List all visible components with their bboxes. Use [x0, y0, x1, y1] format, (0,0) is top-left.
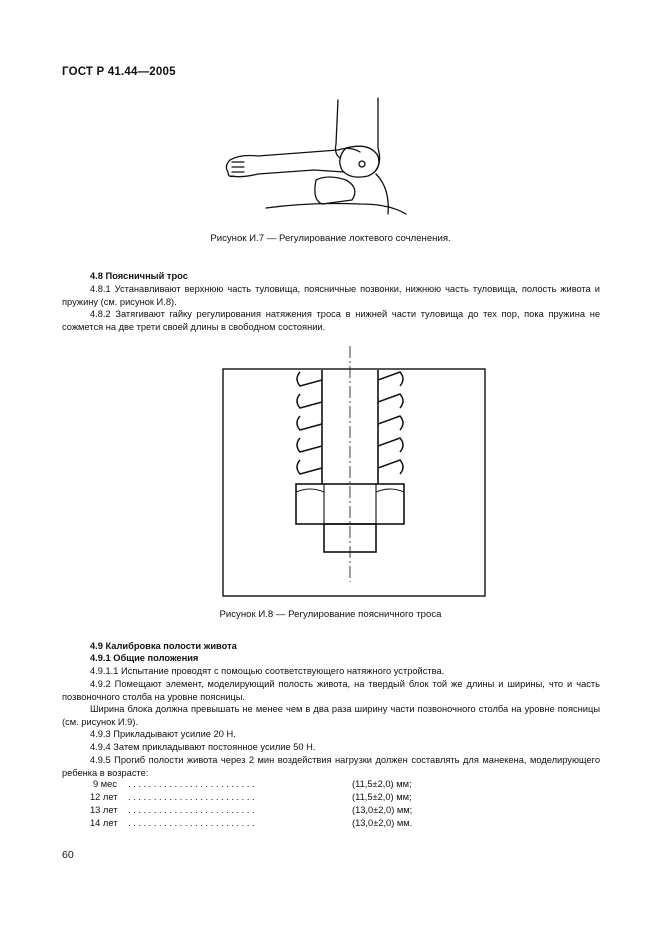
- section49-paragraph-6: 4.9.5 Прогиб полости живота через 2 мин воздействия нагрузки должен составлять для манекена, моделирующего ребенка в возрасте:: [62, 755, 600, 778]
- section491-heading: 4.9.1 Общие положения: [90, 653, 199, 663]
- section48-paragraph-2: 4.8.2 Затягивают гайку регулирования натяжения троса в нижней части туловища до тех пор, пока пружина не сожмется на две трети своей длины в свободном состоянии.: [62, 309, 600, 332]
- section49-paragraph-4: 4.9.3 Прикладывают усилие 20 Н.: [90, 729, 236, 739]
- lumbar-cable-figure: [222, 346, 486, 598]
- section49-paragraph-2: 4.9.2 Помещают элемент, моделирующий полость живота, на твердый блок той же длины и ширины, что и часть позвоночного столба на уровне поясницы.: [62, 679, 600, 702]
- age-value: (11,5±2,0) мм;: [352, 779, 412, 789]
- age-label: 13 лет: [90, 805, 118, 815]
- seat-block: [315, 177, 355, 204]
- figure8-caption: Рисунок И.8 — Регулирование поясничного троса: [219, 609, 442, 620]
- page-number: 60: [62, 849, 74, 861]
- elbow-pivot: [359, 161, 365, 167]
- age-label: 12 лет: [90, 792, 118, 802]
- leader-dots: . . . . . . . . . . . . . . . . . . . . . . . . .: [128, 792, 255, 802]
- body-outline: [376, 174, 388, 214]
- housing-frame: [223, 369, 485, 596]
- forearm-bottom: [230, 170, 344, 177]
- age-value: (13,0±2,0) мм.: [352, 818, 413, 828]
- section49-paragraph-3: Ширина блока должна превышать не менее чем в два раза ширину части позвоночного столба на уровне поясницы (см. рисунок И.9).: [62, 704, 600, 727]
- figure7-caption: Рисунок И.7 — Регулирование локтевого сочленения.: [210, 233, 451, 244]
- elbow-joint-figure: [210, 92, 430, 218]
- section49-heading: 4.9 Калибровка полости живота: [90, 641, 237, 651]
- age-label: 9 мес: [93, 779, 117, 789]
- age-value: (11,5±2,0) мм;: [352, 792, 412, 802]
- list-item: [62, 805, 462, 818]
- list-item: [62, 792, 462, 805]
- list-item: [62, 818, 462, 831]
- section49-paragraph-1: 4.9.1.1 Испытание проводят с помощью соответствующего натяжного устройства.: [90, 666, 445, 676]
- leader-dots: . . . . . . . . . . . . . . . . . . . . . . . . .: [128, 779, 255, 789]
- section48-heading: 4.8 Поясничный трос: [90, 271, 188, 281]
- leader-dots: . . . . . . . . . . . . . . . . . . . . . . . . .: [128, 818, 255, 828]
- list-item: [62, 779, 462, 792]
- seat-line: [266, 204, 406, 215]
- age-value: (13,0±2,0) мм;: [352, 805, 413, 815]
- section49-paragraph-5: 4.9.4 Затем прикладывают постоянное усилие 50 Н.: [90, 742, 316, 752]
- section48-paragraph-1: 4.8.1 Устанавливают верхнюю часть туловища, поясничные позвонки, нижнюю часть туловища, полость живота и пружину (см. рисунок И.8).: [62, 284, 600, 307]
- leader-dots: . . . . . . . . . . . . . . . . . . . . . . . . .: [128, 805, 255, 815]
- document-header: ГОСТ Р 41.44—2005: [62, 66, 176, 78]
- hand-fingers: [232, 162, 244, 172]
- age-label: 14 лет: [90, 818, 118, 828]
